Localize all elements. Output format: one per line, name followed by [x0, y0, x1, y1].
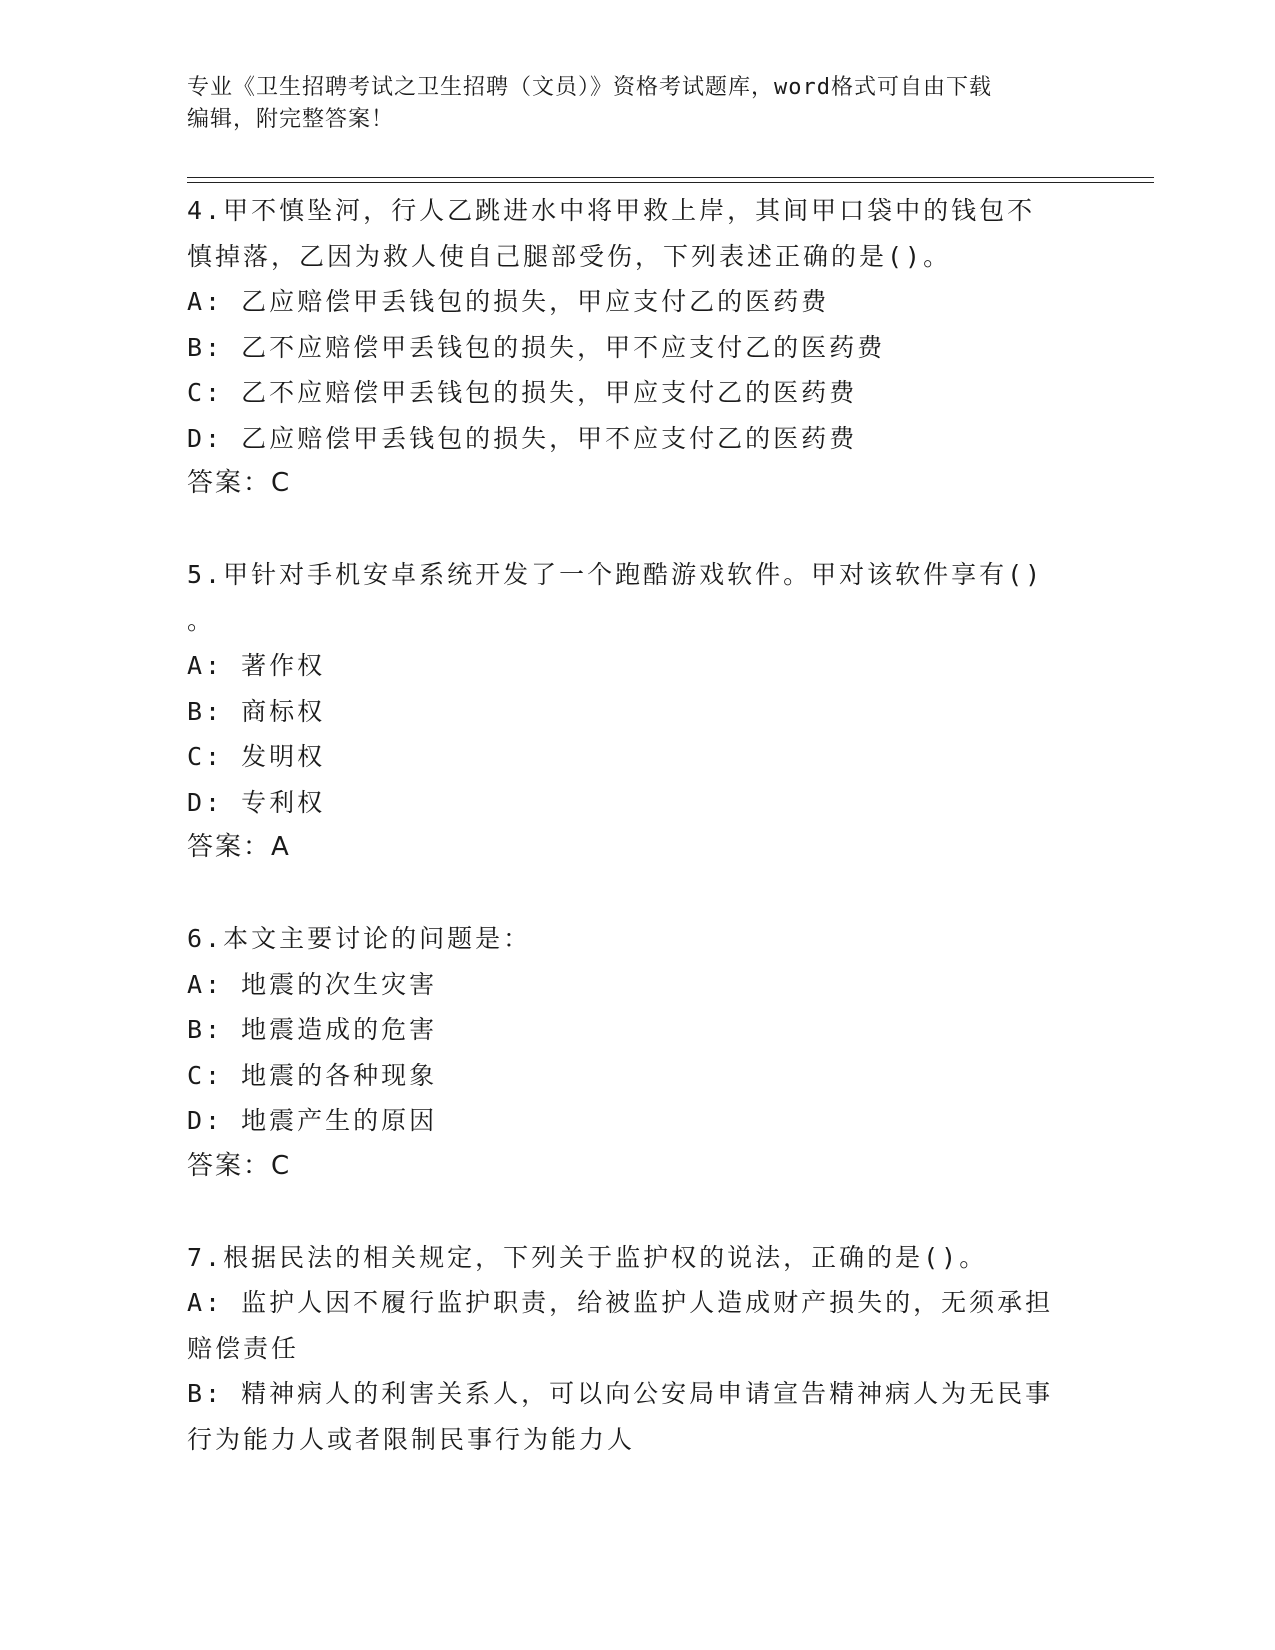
spacer [187, 507, 1087, 553]
option-a: A: 监护人因不履行监护职责，给被监护人造成财产损失的，无须承担 [187, 1288, 1054, 1317]
answer-line: 答案：A [187, 832, 291, 862]
answer-line: 答案：C [187, 1150, 292, 1181]
question-list [187, 188, 1087, 1462]
option-a: A: 地震的次生灾害 [187, 969, 438, 999]
spacer [187, 1189, 1087, 1235]
spacer [187, 871, 1087, 917]
option-b: B: 乙不应赔偿甲丢钱包的损失，甲不应支付乙的医药费 [187, 332, 886, 362]
option-b: B: 精神病人的利害关系人，可以向公安局申请宣告精神病人为无民事 [187, 1379, 1054, 1408]
question-6 [187, 916, 1087, 1189]
header-divider-bottom [187, 182, 1154, 183]
header-line-1: 专业《卫生招聘考试之卫生招聘（文员）》资格考试题库，word格式可自由下载 [187, 75, 992, 100]
question-stem-line: 6.本文主要讨论的问题是： [187, 924, 532, 953]
question-4 [187, 188, 1087, 507]
answer-line: 答案：C [187, 468, 292, 498]
option-d: D: 地震产生的原因 [187, 1106, 438, 1135]
question-stem-line: 慎掉落，乙因为救人使自己腿部受伤，下列表述正确的是()。 [187, 241, 952, 271]
question-7 [187, 1235, 1087, 1463]
option-c: C: 发明权 [187, 742, 326, 771]
document-header [187, 72, 1087, 136]
option-d: D: 专利权 [187, 787, 326, 817]
question-stem-line: 4.甲不慎坠河，行人乙跳进水中将甲救上岸，其间甲口袋中的钱包不 [187, 196, 1036, 225]
option-c: C: 乙不应赔偿甲丢钱包的损失，甲应支付乙的医药费 [187, 378, 858, 407]
option-c: C: 地震的各种现象 [187, 1060, 438, 1090]
header-line-2: 编辑，附完整答案！ [187, 107, 395, 132]
option-a: A: 著作权 [187, 651, 326, 680]
question-stem-line: 。 [187, 605, 216, 635]
option-d: D: 乙应赔偿甲丢钱包的损失，甲不应支付乙的医药费 [187, 423, 858, 453]
option-b: B: 地震造成的危害 [187, 1015, 438, 1044]
option-a: A: 乙应赔偿甲丢钱包的损失，甲应支付乙的医药费 [187, 287, 830, 316]
option-b-continued: 行为能力人或者限制民事行为能力人 [187, 1424, 636, 1454]
option-a-continued: 赔偿责任 [187, 1333, 300, 1363]
question-stem-line: 5.甲针对手机安卓系统开发了一个跑酷游戏软件。甲对该软件享有() [187, 560, 1044, 589]
header-divider-top [187, 177, 1154, 178]
question-5 [187, 552, 1087, 871]
question-stem-line: 7.根据民法的相关规定，下列关于监护权的说法，正确的是()。 [187, 1242, 988, 1272]
option-b: B: 商标权 [187, 696, 326, 726]
